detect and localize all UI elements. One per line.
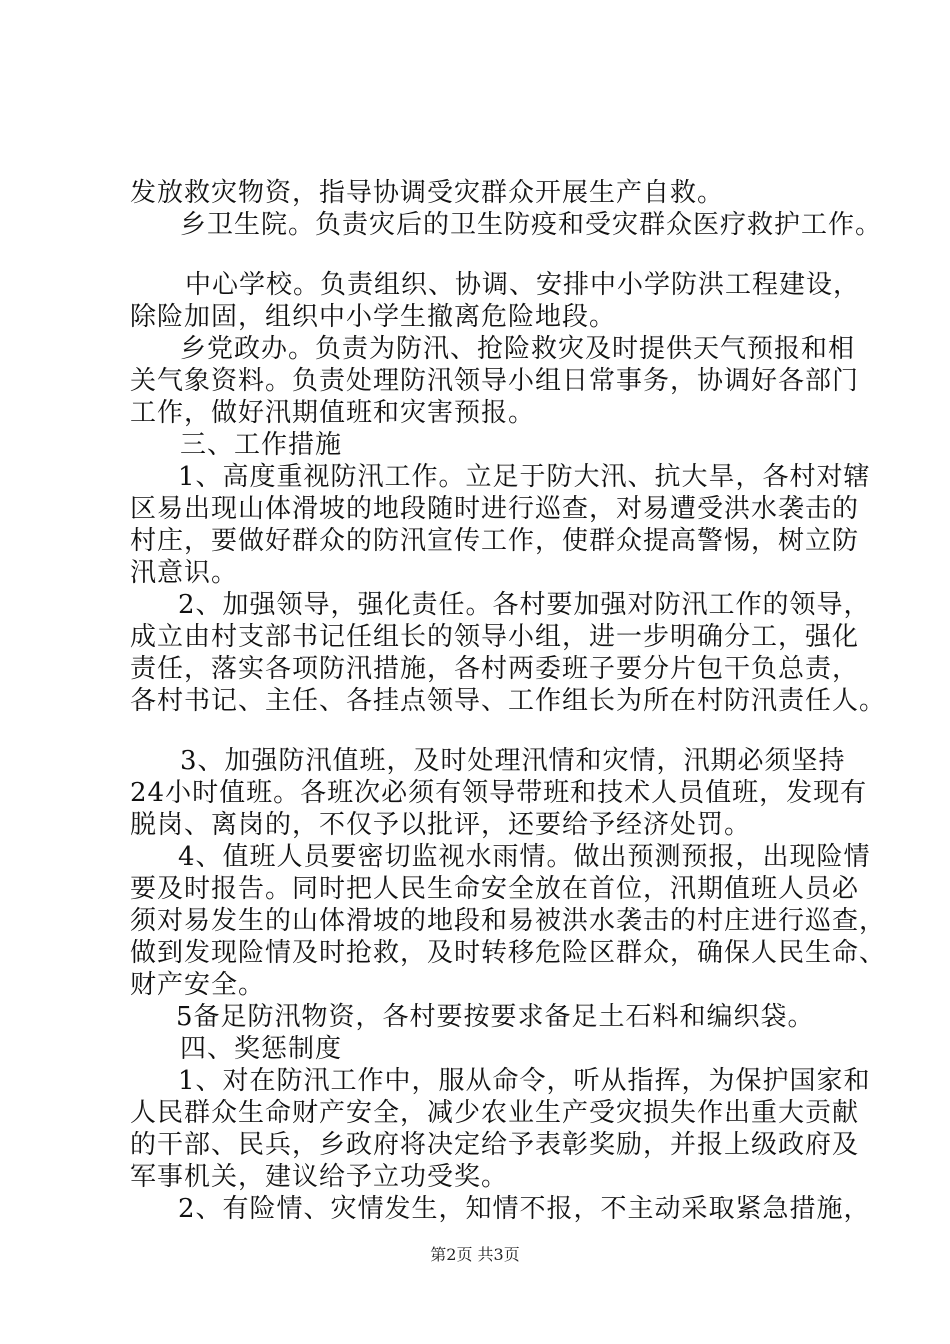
text-line: 责任，落实各项防汛措施，各村两委班子要分片包干负总责， bbox=[130, 654, 860, 684]
text-line: 财产安全。 bbox=[130, 970, 266, 1000]
text-line: 乡卫生院。负责灾后的卫生防疫和受灾群众医疗救护工作。 bbox=[180, 210, 883, 240]
text-line: 中心学校。负责组织、协调、安排中小学防洪工程建设， bbox=[185, 270, 861, 300]
text-line: 要及时报告。同时把人民生命安全放在首位，汛期值班人员必 bbox=[130, 874, 860, 904]
text-line: 的干部、民兵，乡政府将决定给予表彰奖励，并报上级政府及 bbox=[130, 1130, 860, 1160]
text-line: 24小时值班。各班次必须有领导带班和技术人员值班，发现有 bbox=[130, 778, 868, 808]
text-line: 2、加强领导，强化责任。各村要加强对防汛工作的领导， bbox=[178, 590, 871, 620]
text-line: 4、值班人员要密切监视水雨情。做出预测预报，出现险情 bbox=[178, 842, 871, 872]
text-line: 1、对在防汛工作中，服从命令，听从指挥，为保护国家和 bbox=[178, 1066, 871, 1096]
text-line: 汛意识。 bbox=[130, 558, 239, 588]
text-line: 成立由村支部书记任组长的领导小组，进一步明确分工，强化 bbox=[130, 622, 860, 652]
text-line: 除险加固，组织中小学生撤离危险地段。 bbox=[130, 302, 617, 332]
text-line: 村庄，要做好群众的防汛宣传工作，使群众提高警惕，树立防 bbox=[130, 526, 860, 556]
text-line: 关气象资料。负责处理防汛领导小组日常事务，协调好各部门 bbox=[130, 366, 860, 396]
section-heading: 四、奖惩制度 bbox=[180, 1034, 343, 1064]
text-line: 人民群众生命财产安全，减少农业生产受灾损失作出重大贡献 bbox=[130, 1098, 860, 1128]
text-line: 区易出现山体滑坡的地段随时进行巡查，对易遭受洪水袭击的 bbox=[130, 494, 860, 524]
text-line: 发放救灾物资，指导协调受灾群众开展生产自救。 bbox=[130, 178, 725, 208]
section-heading: 三、工作措施 bbox=[180, 430, 343, 460]
text-line: 脱岗、离岗的，不仅予以批评，还要给予经济处罚。 bbox=[130, 810, 752, 840]
page-number-footer: 第2页 共3页 bbox=[430, 1245, 520, 1264]
text-line: 须对易发生的山体滑坡的地段和易被洪水袭击的村庄进行巡查， bbox=[130, 906, 887, 936]
text-line: 1、高度重视防汛工作。立足于防大汛、抗大旱，各村对辖 bbox=[178, 462, 871, 492]
text-line: 工作，做好汛期值班和灾害预报。 bbox=[130, 398, 536, 428]
text-line: 做到发现险情及时抢救，及时转移危险区群众，确保人民生命、 bbox=[130, 938, 887, 968]
text-line: 5备足防汛物资，各村要按要求备足土石料和编织袋。 bbox=[176, 1002, 815, 1032]
text-line: 乡党政办。负责为防汛、抢险救灾及时提供天气预报和相 bbox=[180, 334, 856, 364]
text-line: 3、加强防汛值班，及时处理汛情和灾情，汛期必须坚持 bbox=[180, 746, 846, 776]
text-line: 2、有险情、灾情发生，知情不报，不主动采取紧急措施， bbox=[178, 1194, 871, 1224]
text-line: 军事机关，建议给予立功受奖。 bbox=[130, 1162, 509, 1192]
text-line: 各村书记、主任、各挂点领导、工作组长为所在村防汛责任人。 bbox=[130, 686, 887, 716]
